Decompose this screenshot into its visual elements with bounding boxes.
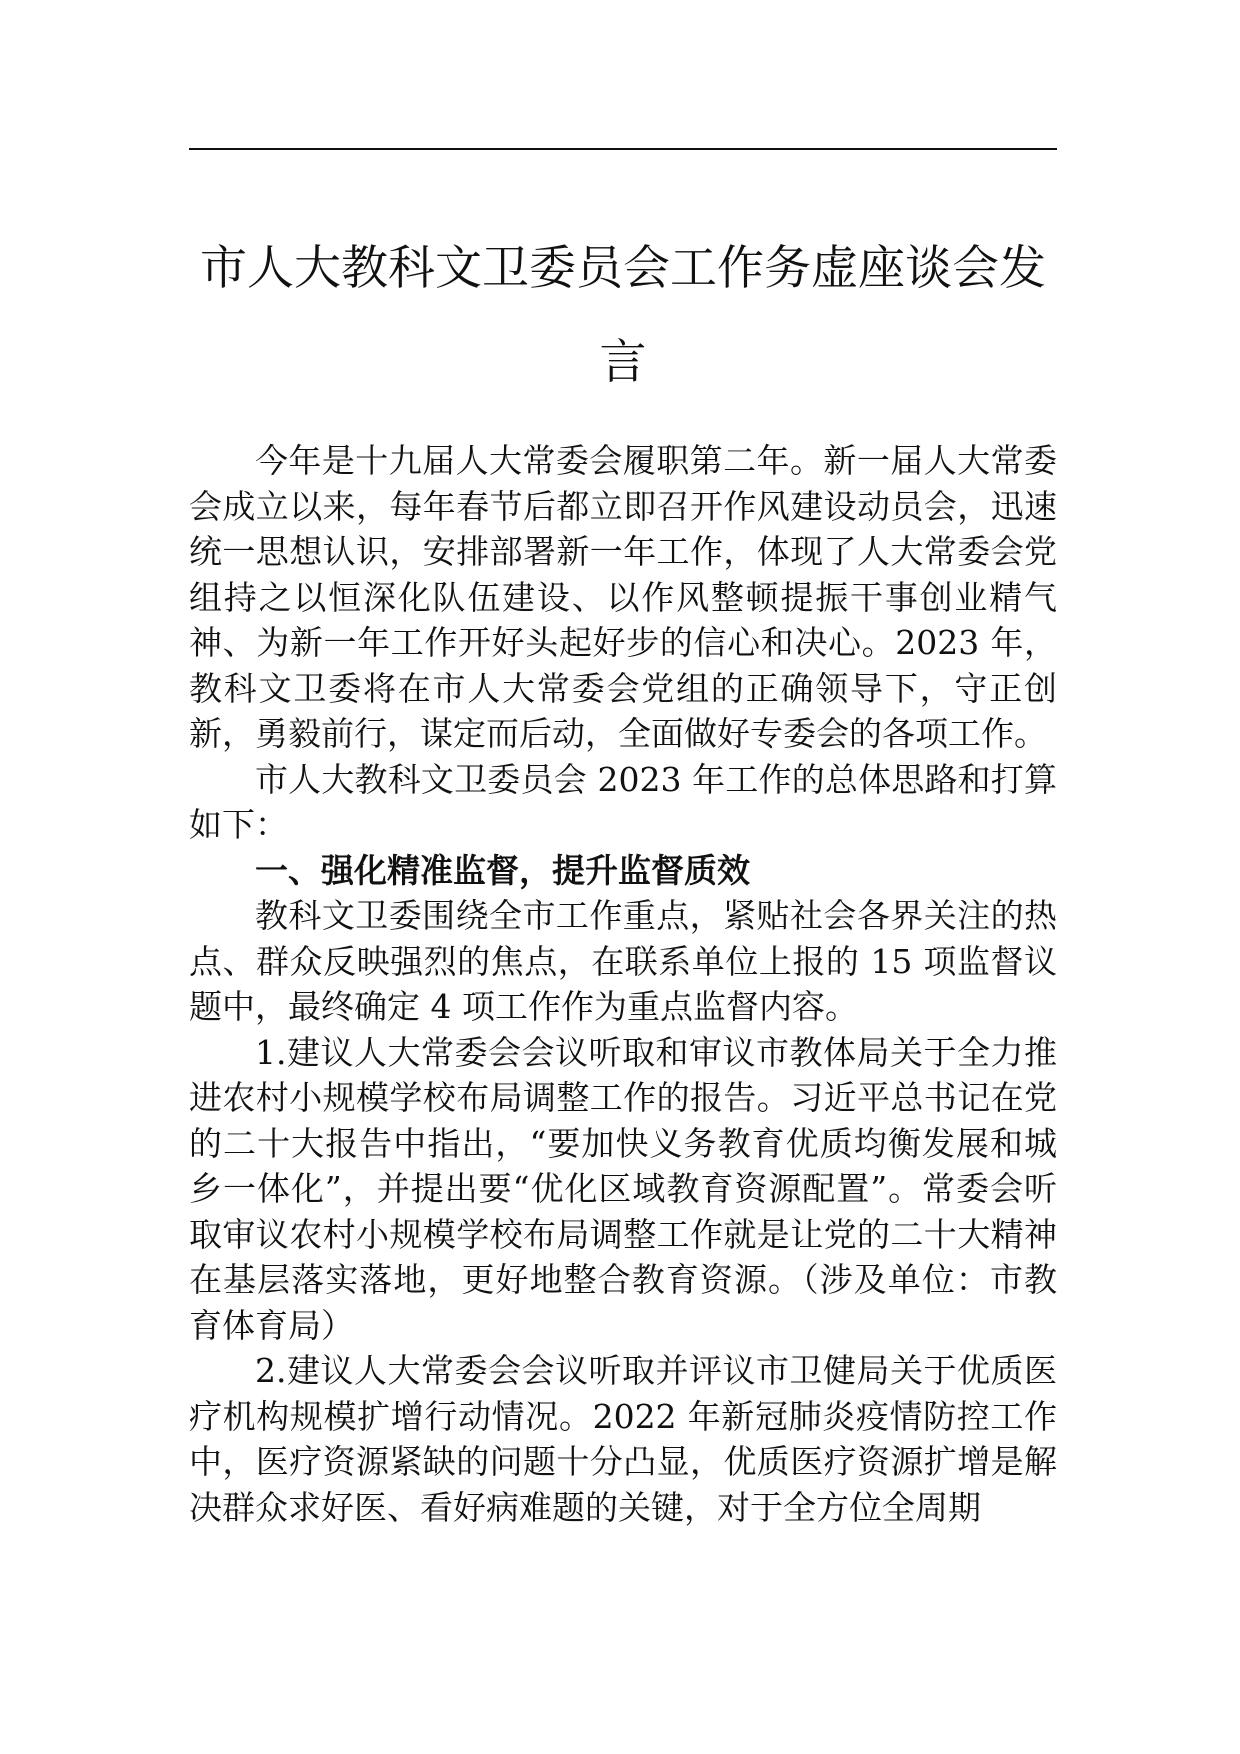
document-title: 市人大教科文卫委员会工作务虚座谈会发言 — [200, 241, 1046, 390]
paragraph-item-2: 2.建议人大常委会会议听取并评议市卫健局关于优质医疗机构规模扩增行动情况。2022 年新冠肺炎疫情防控工作中，医疗资源紧缺的问题十分凸显，优质医疗资源扩增是解决群众求好医、看好病难题的关键，对于全方位全周期 — [189, 1351, 1057, 1527]
paragraph-item-1: 1.建议人大常委会会议听取和审议市教体局关于全力推进农村小规模学校布局调整工作的报告。习近平总书记在党的二十大报告中指出，“要加快义务教育优质均衡发展和城乡一体化”，并提出要“优化区域教育资源配置”。常委会听取审议农村小规模学校布局调整工作就是让党的二十大精神在基层落实落地，更好地整合教育资源。（涉及单位：市教育体育局） — [189, 1032, 1057, 1345]
paragraph-overview: 市人大教科文卫委员会 2023 年工作的总体思路和打算如下： — [189, 759, 1057, 844]
section-heading: 一、强化精准监督，提升监督质效 — [255, 850, 750, 890]
document-body — [189, 438, 1057, 1530]
paragraph-intro: 今年是十九届人大常委会履职第二年。新一届人大常委会成立以来，每年春节后都立即召开作风建设动员会，迅速统一思想认识，安排部署新一年工作，体现了人大常委会党组持之以恒深化队伍建设、以作风整顿提振干事创业精气神、为新一年工作开好头起好步的信心和决心。2023 年，教科文卫委将在市人大常委会党组的正确领导下，守正创新，勇毅前行，谋定而后动，全面做好专委会的各项工作。 — [189, 441, 1057, 753]
paragraph-supervision: 教科文卫委围绕全市工作重点，紧贴社会各界关注的热点、群众反映强烈的焦点，在联系单位上报的 15 项监督议题中，最终确定 4 项工作作为重点监督内容。 — [189, 896, 1057, 1026]
header-rule — [189, 148, 1057, 150]
